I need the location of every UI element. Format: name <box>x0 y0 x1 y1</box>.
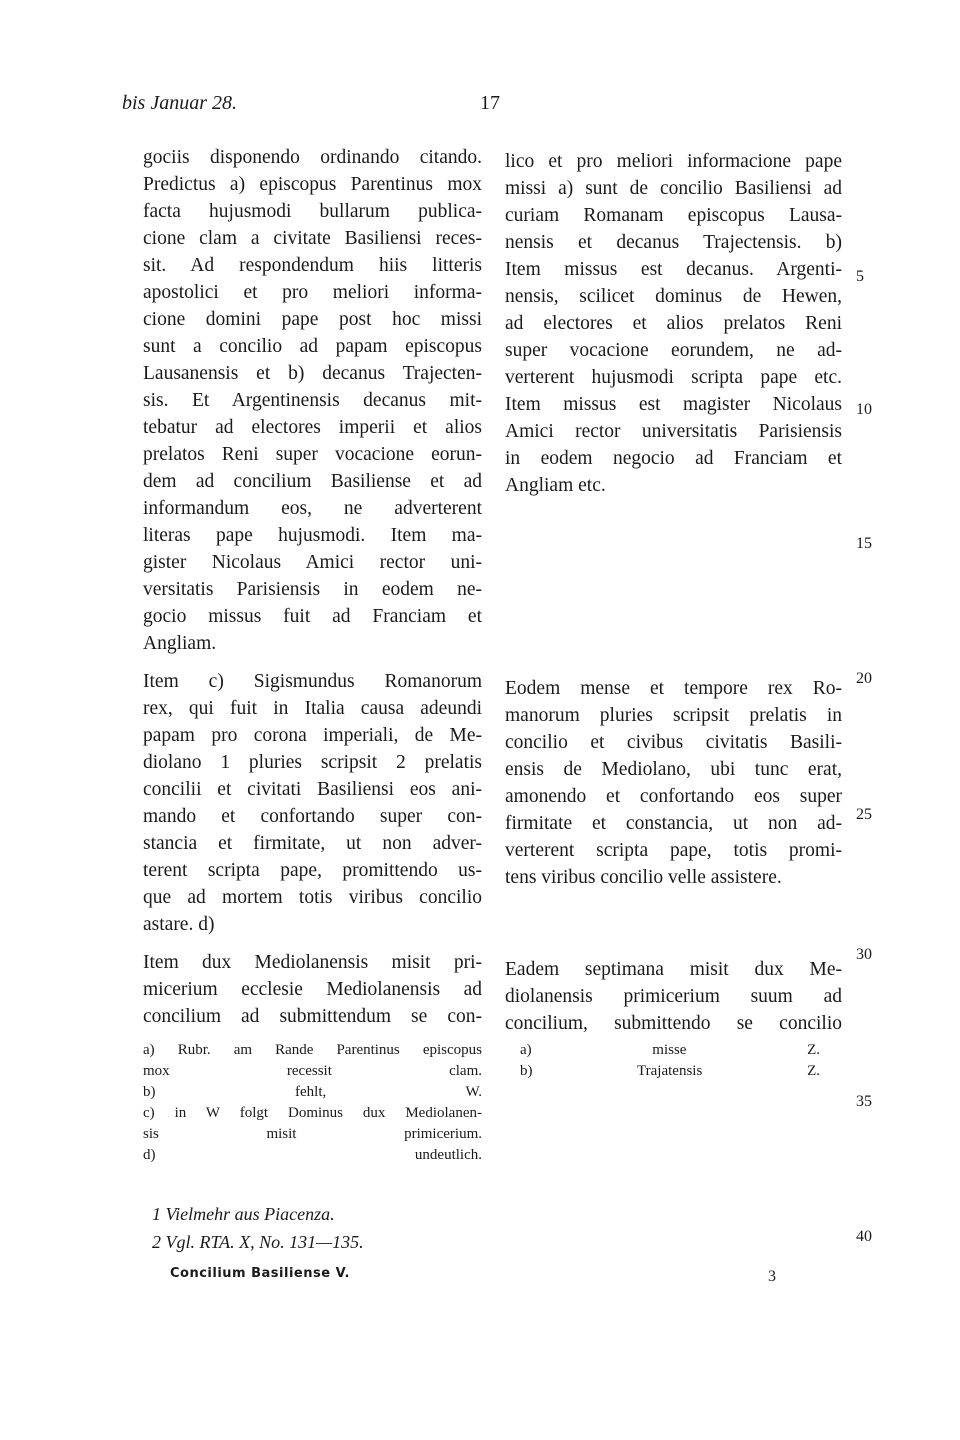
right-paragraph-3 <box>505 956 842 1037</box>
text-line: stancia et firmitate, ut non adver- <box>143 833 482 854</box>
text-line: informandum eos, ne adverterent <box>143 498 482 519</box>
running-header: bis Januar 28. <box>122 92 237 114</box>
text-line: lico et pro meliori informacione pape <box>505 151 842 172</box>
right-paragraph-2 <box>505 675 842 891</box>
text-line: diolano 1 pluries scripsit 2 prelatis <box>143 752 482 773</box>
text-line: Amici rector universitatis Parisiensis <box>505 421 842 442</box>
line-number: 25 <box>856 806 872 823</box>
text-line: nensis, scilicet dominus de Hewen, <box>505 286 842 307</box>
text-line: Item missus est magister Nicolaus <box>505 394 842 415</box>
text-line: versitatis Parisiensis in eodem ne- <box>143 579 482 600</box>
text-line: concilii et civitati Basiliensi eos ani- <box>143 779 482 800</box>
text-line: verterent scripta pape, totis promi- <box>505 840 842 861</box>
footnote: c) in W folgt Dominus dux Mediolanen- <box>143 1105 482 1121</box>
text-line: dem ad concilium Basiliense et ad <box>143 471 482 492</box>
line-number: 20 <box>856 670 872 687</box>
text-line: papam pro corona imperiali, de Me- <box>143 725 482 746</box>
signature-number: 3 <box>768 1268 776 1285</box>
text-line: amonendo et confortando eos super <box>505 786 842 807</box>
footnote: a) Rubr. am Rande Parentinus episcopus <box>143 1042 482 1058</box>
text-line: micerium ecclesie Mediolanensis ad <box>143 979 482 1000</box>
text-line: nensis et decanus Trajectensis. b) <box>505 232 842 253</box>
text-line: concilium ad submittendum se con- <box>143 1006 482 1027</box>
text-line: in eodem negocio ad Franciam et <box>505 448 842 469</box>
text-line: ensis de Mediolano, ubi tunc erat, <box>505 759 842 780</box>
text-line: rex, qui fuit in Italia causa adeundi <box>143 698 482 719</box>
text-line: verterent hujusmodi scripta pape etc. <box>505 367 842 388</box>
text-line: Angliam etc. <box>505 475 606 496</box>
signature-mark: Concilium Basiliense V. <box>170 1266 350 1281</box>
text-line: diolanensis primicerium suum ad <box>505 986 842 1007</box>
footnote: mox recessit clam. <box>143 1063 482 1079</box>
line-number: 30 <box>856 946 872 963</box>
footnote: sis misit primicerium. <box>143 1126 482 1142</box>
text-line: sit. Ad respondendum hiis litteris <box>143 255 482 276</box>
right-paragraph-1 <box>505 148 842 499</box>
text-line: cione clam a civitate Basiliensi reces- <box>143 228 482 249</box>
text-line: tebatur ad electores imperii et alios <box>143 417 482 438</box>
numbered-notes <box>152 1200 364 1256</box>
text-line: prelatos Reni super vocacione eorun- <box>143 444 482 465</box>
text-line: gister Nicolaus Amici rector uni- <box>143 552 482 573</box>
text-line: apostolici et pro meliori informa- <box>143 282 482 303</box>
text-line: astare. d) <box>143 914 215 935</box>
left-paragraph-3 <box>143 949 482 1030</box>
text-line: manorum pluries scripsit prelatis in <box>505 705 842 726</box>
text-line: cione domini pape post hoc missi <box>143 309 482 330</box>
text-line: Eadem septimana misit dux Me- <box>505 959 842 980</box>
text-line: literas pape hujusmodi. Item ma- <box>143 525 482 546</box>
right-column <box>505 148 842 1037</box>
line-number: 5 <box>856 268 864 285</box>
footnote: b) Trajatensis Z. <box>520 1063 820 1079</box>
line-number: 15 <box>856 535 872 552</box>
footnote: a) misse Z. <box>520 1042 820 1058</box>
text-line: super vocacione eorundem, ne ad- <box>505 340 842 361</box>
text-line: sunt a concilio ad papam episcopus <box>143 336 482 357</box>
text-line: Item missus est decanus. Argenti- <box>505 259 842 280</box>
line-number: 40 <box>856 1228 872 1245</box>
footnotes-left <box>143 1040 482 1166</box>
numbered-note: 2 Vgl. RTA. X, No. 131—135. <box>152 1232 364 1252</box>
text-line: que ad mortem totis viribus concilio <box>143 887 482 908</box>
text-line: gociis disponendo ordinando citando. <box>143 147 482 168</box>
left-column <box>143 144 482 1030</box>
text-line: Item c) Sigismundus Romanorum <box>143 671 482 692</box>
footnote: d) undeutlich. <box>143 1147 482 1163</box>
numbered-note: 1 Vielmehr aus Piacenza. <box>152 1204 335 1224</box>
text-line: Predictus a) episcopus Parentinus mox <box>143 174 482 195</box>
text-line: missi a) sunt de concilio Basiliensi ad <box>505 178 842 199</box>
text-line: tens viribus concilio velle assistere. <box>505 867 782 888</box>
line-number: 35 <box>856 1093 872 1110</box>
text-line: concilium, submittendo se concilio <box>505 1013 842 1034</box>
text-line: firmitate et constancia, ut non ad- <box>505 813 842 834</box>
footnote: b) fehlt, W. <box>143 1084 482 1100</box>
text-line: Angliam. <box>143 633 217 654</box>
left-paragraph-1 <box>143 144 482 657</box>
line-number: 10 <box>856 401 872 418</box>
text-line: Item dux Mediolanensis misit pri- <box>143 952 482 973</box>
footnotes-right <box>520 1040 820 1082</box>
text-line: curiam Romanam episcopus Lausa- <box>505 205 842 226</box>
text-line: sis. Et Argentinensis decanus mit- <box>143 390 482 411</box>
left-paragraph-2 <box>143 668 482 938</box>
text-line: ad electores et alios prelatos Reni <box>505 313 842 334</box>
text-line: gocio missus fuit ad Franciam et <box>143 606 482 627</box>
text-line: Eodem mense et tempore rex Ro- <box>505 678 842 699</box>
text-line: Lausanensis et b) decanus Trajecten- <box>143 363 482 384</box>
text-line: mando et confortando super con- <box>143 806 482 827</box>
text-line: terent scripta pape, promittendo us- <box>143 860 482 881</box>
text-line: facta hujusmodi bullarum publica- <box>143 201 482 222</box>
text-line: concilio et civibus civitatis Basili- <box>505 732 842 753</box>
page-number: 17 <box>480 92 500 114</box>
